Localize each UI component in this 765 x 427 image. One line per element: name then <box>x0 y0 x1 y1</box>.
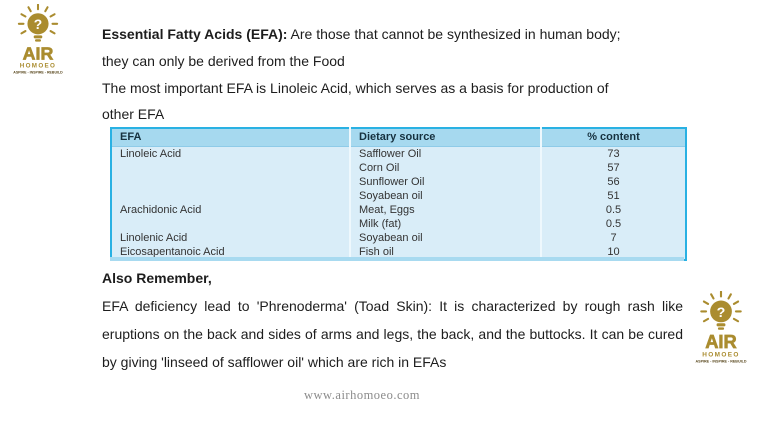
table-cell: Meat, Eggs <box>350 203 541 217</box>
logo-title: AIR <box>22 43 54 64</box>
efa-heading: Essential Fatty Acids (EFA): <box>102 26 288 42</box>
table-header-row <box>111 128 686 147</box>
table-cell: Milk (fat) <box>350 217 541 231</box>
air-homoeo-logo <box>5 4 71 77</box>
table-cell <box>111 175 350 189</box>
table-cell: Soyabean oil <box>350 189 541 203</box>
table-cell: Eicosapentanoic Acid <box>111 245 350 260</box>
table-cell <box>111 217 350 231</box>
logo-title: AIR <box>705 331 737 353</box>
table-row <box>111 161 686 175</box>
logo-subtitle: HOMOEO <box>19 62 57 70</box>
table-cell: Fish oil <box>350 245 541 260</box>
efa-table <box>110 127 687 261</box>
table-cell: 0.5 <box>541 217 686 231</box>
efa-heading-rest: Are those that cannot be synthesized in human body; <box>290 26 621 42</box>
paragraph-line: other EFA <box>102 106 165 122</box>
paragraph-line: eruptions on the back and sides of arms and legs, the back, and the buttocks. It can be cured <box>102 326 683 342</box>
bulb-base-icon <box>717 323 726 326</box>
table-cell: 73 <box>541 147 686 162</box>
logo-tagline: ASPIRE - INSPIRE - REBUILD <box>13 70 63 75</box>
column-header-percent-content: % content <box>541 128 686 147</box>
table-cell: Corn Oil <box>350 161 541 175</box>
bulb-question-glyph: ? <box>33 16 43 33</box>
table-cell: Soyabean oil <box>350 231 541 245</box>
also-remember-heading: Also Remember, <box>102 270 212 286</box>
website-url: www.airhomoeo.com <box>304 388 420 402</box>
column-header-dietary-source: Dietary source <box>350 128 541 147</box>
table-cell: 7 <box>541 231 686 245</box>
logo-tagline: ASPIRE - INSPIRE - REBUILD <box>695 359 747 364</box>
table-cell: 0.5 <box>541 203 686 217</box>
table-cell: 57 <box>541 161 686 175</box>
table-cell: 10 <box>541 245 686 260</box>
bulb-base2-icon <box>35 39 41 41</box>
paragraph-line <box>102 26 621 43</box>
bulb-base-icon <box>34 35 43 38</box>
logo-subtitle: HOMOEO <box>702 351 740 359</box>
paragraph-line: The most important EFA is Linoleic Acid, which serves as a basis for production of <box>102 80 609 96</box>
table-cell: Linoleic Acid <box>111 147 350 162</box>
bulb-question-glyph: ? <box>716 304 726 321</box>
table-cell: Arachidonic Acid <box>111 203 350 217</box>
table-cell <box>111 161 350 175</box>
table-row <box>111 147 686 162</box>
table-cell: Linolenic Acid <box>111 231 350 245</box>
table-cell: Safflower Oil <box>350 147 541 162</box>
paragraph-line: by giving 'linseed of safflower oil' which are rich in EFAs <box>102 354 447 370</box>
paragraph-line: EFA deficiency lead to 'Phrenoderma' (Toad Skin): It is characterized by rough rash like <box>102 298 683 314</box>
air-homoeo-logo <box>687 291 755 366</box>
table-cell <box>111 189 350 203</box>
table-row <box>111 217 686 231</box>
table-row <box>111 231 686 245</box>
table-cell: 56 <box>541 175 686 189</box>
paragraph-line: they can only be derived from the Food <box>102 53 345 69</box>
efa-table-header <box>111 128 686 147</box>
table-cell: 51 <box>541 189 686 203</box>
table-row <box>111 203 686 217</box>
column-header-efa: EFA <box>111 128 350 147</box>
table-bottom-accent <box>110 257 684 261</box>
table-row <box>111 189 686 203</box>
table-cell: Sunflower Oil <box>350 175 541 189</box>
table-row <box>111 175 686 189</box>
efa-table-body <box>111 147 686 261</box>
bulb-base2-icon <box>718 327 724 329</box>
